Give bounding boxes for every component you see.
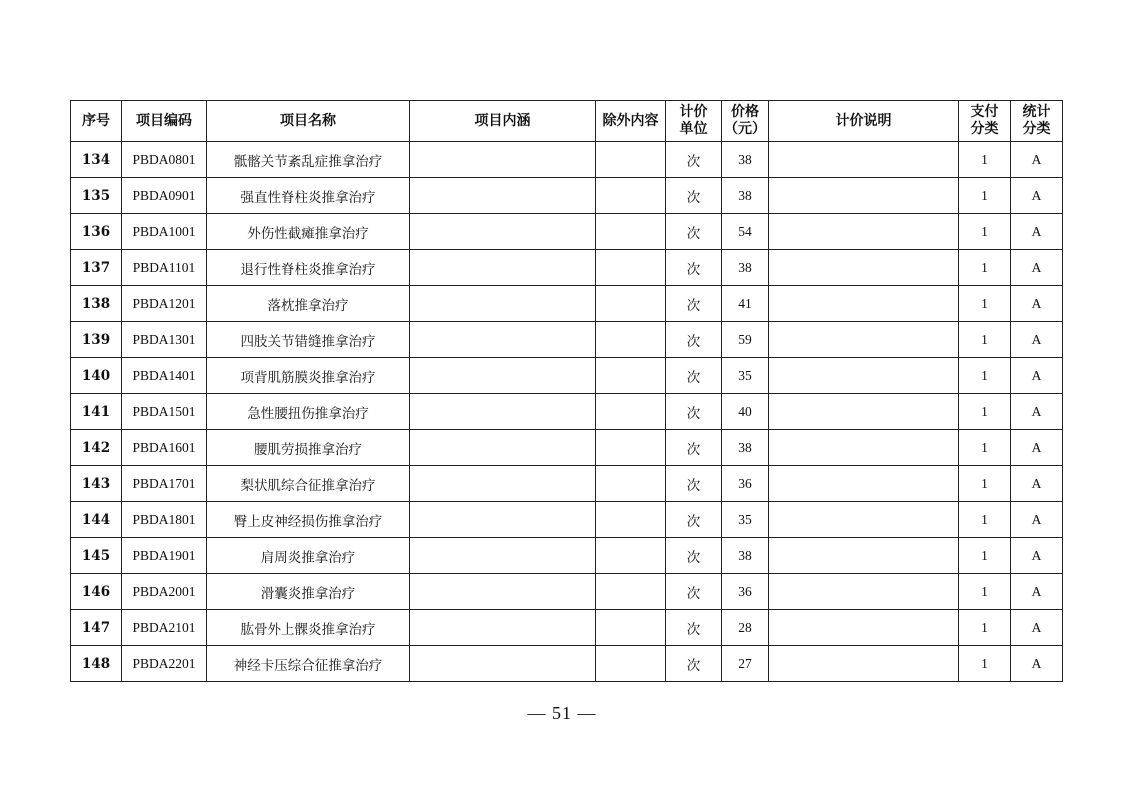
cell-note bbox=[769, 646, 959, 682]
table-row bbox=[71, 430, 1063, 466]
cell-exclusion bbox=[596, 142, 666, 178]
cell-name: 腰肌劳损推拿治疗 bbox=[207, 430, 410, 466]
cell-unit: 次 bbox=[666, 322, 722, 358]
cell-unit: 次 bbox=[666, 178, 722, 214]
cell-stat-category: A bbox=[1011, 322, 1063, 358]
cell-price: 36 bbox=[722, 466, 769, 502]
cell-pay-category: 1 bbox=[959, 322, 1011, 358]
cell-connotation bbox=[410, 502, 596, 538]
cell-seq: 135 bbox=[71, 178, 122, 214]
header-unit-line2: 单位 bbox=[679, 121, 708, 137]
cell-exclusion bbox=[596, 178, 666, 214]
cell-price: 40 bbox=[722, 394, 769, 430]
cell-price: 38 bbox=[722, 178, 769, 214]
cell-stat-category: A bbox=[1011, 610, 1063, 646]
cell-exclusion bbox=[596, 322, 666, 358]
cell-price: 54 bbox=[722, 214, 769, 250]
cell-connotation bbox=[410, 538, 596, 574]
table-row bbox=[71, 178, 1063, 214]
cell-pay-category: 1 bbox=[959, 358, 1011, 394]
cell-connotation bbox=[410, 574, 596, 610]
cell-code: PBDA1001 bbox=[122, 214, 207, 250]
cell-seq: 143 bbox=[71, 466, 122, 502]
cell-name: 强直性脊柱炎推拿治疗 bbox=[207, 178, 410, 214]
cell-code: PBDA1401 bbox=[122, 358, 207, 394]
cell-code: PBDA1901 bbox=[122, 538, 207, 574]
table-row bbox=[71, 142, 1063, 178]
cell-code: PBDA0801 bbox=[122, 142, 207, 178]
header-unit bbox=[666, 101, 722, 142]
cell-unit: 次 bbox=[666, 610, 722, 646]
cell-unit: 次 bbox=[666, 430, 722, 466]
cell-unit: 次 bbox=[666, 142, 722, 178]
cell-stat-category: A bbox=[1011, 286, 1063, 322]
cell-price: 59 bbox=[722, 322, 769, 358]
cell-price: 38 bbox=[722, 142, 769, 178]
cell-name: 骶髂关节紊乱症推拿治疗 bbox=[207, 142, 410, 178]
header-stat-line2: 分类 bbox=[1022, 121, 1051, 137]
header-pay-line2: 分类 bbox=[970, 121, 999, 137]
table-row bbox=[71, 394, 1063, 430]
cell-unit: 次 bbox=[666, 574, 722, 610]
cell-exclusion bbox=[596, 574, 666, 610]
cell-connotation bbox=[410, 322, 596, 358]
cell-connotation bbox=[410, 610, 596, 646]
cell-stat-category: A bbox=[1011, 214, 1063, 250]
table-row bbox=[71, 646, 1063, 682]
table-row bbox=[71, 466, 1063, 502]
cell-pay-category: 1 bbox=[959, 430, 1011, 466]
table-row bbox=[71, 286, 1063, 322]
cell-name: 退行性脊柱炎推拿治疗 bbox=[207, 250, 410, 286]
cell-note bbox=[769, 322, 959, 358]
cell-exclusion bbox=[596, 430, 666, 466]
cell-stat-category: A bbox=[1011, 538, 1063, 574]
cell-connotation bbox=[410, 178, 596, 214]
cell-price: 28 bbox=[722, 610, 769, 646]
cell-connotation bbox=[410, 430, 596, 466]
table-row bbox=[71, 574, 1063, 610]
cell-unit: 次 bbox=[666, 466, 722, 502]
table-row bbox=[71, 538, 1063, 574]
cell-name: 滑囊炎推拿治疗 bbox=[207, 574, 410, 610]
cell-pay-category: 1 bbox=[959, 286, 1011, 322]
cell-seq: 138 bbox=[71, 286, 122, 322]
cell-connotation bbox=[410, 286, 596, 322]
cell-unit: 次 bbox=[666, 502, 722, 538]
cell-exclusion bbox=[596, 466, 666, 502]
cell-connotation bbox=[410, 646, 596, 682]
cell-note bbox=[769, 610, 959, 646]
cell-stat-category: A bbox=[1011, 358, 1063, 394]
cell-pay-category: 1 bbox=[959, 538, 1011, 574]
cell-stat-category: A bbox=[1011, 430, 1063, 466]
cell-connotation bbox=[410, 358, 596, 394]
cell-stat-category: A bbox=[1011, 250, 1063, 286]
cell-exclusion bbox=[596, 214, 666, 250]
cell-code: PBDA1201 bbox=[122, 286, 207, 322]
cell-price: 35 bbox=[722, 502, 769, 538]
cell-unit: 次 bbox=[666, 646, 722, 682]
cell-note bbox=[769, 178, 959, 214]
cell-seq: 141 bbox=[71, 394, 122, 430]
cell-code: PBDA2001 bbox=[122, 574, 207, 610]
cell-exclusion bbox=[596, 610, 666, 646]
cell-note bbox=[769, 502, 959, 538]
cell-name: 肩周炎推拿治疗 bbox=[207, 538, 410, 574]
header-price-line2: （元） bbox=[724, 121, 766, 137]
cell-code: PBDA1601 bbox=[122, 430, 207, 466]
cell-code: PBDA0901 bbox=[122, 178, 207, 214]
cell-stat-category: A bbox=[1011, 502, 1063, 538]
header-name: 项目名称 bbox=[207, 101, 410, 142]
table-row bbox=[71, 322, 1063, 358]
cell-connotation bbox=[410, 250, 596, 286]
cell-name: 四肢关节错缝推拿治疗 bbox=[207, 322, 410, 358]
cell-pay-category: 1 bbox=[959, 610, 1011, 646]
cell-name: 臀上皮神经损伤推拿治疗 bbox=[207, 502, 410, 538]
header-pay-category bbox=[959, 101, 1011, 142]
header-price bbox=[722, 101, 769, 142]
cell-price: 41 bbox=[722, 286, 769, 322]
cell-note bbox=[769, 286, 959, 322]
cell-code: PBDA1701 bbox=[122, 466, 207, 502]
header-seq: 序号 bbox=[71, 101, 122, 142]
cell-name: 肱骨外上髁炎推拿治疗 bbox=[207, 610, 410, 646]
cell-seq: 142 bbox=[71, 430, 122, 466]
cell-exclusion bbox=[596, 502, 666, 538]
cell-stat-category: A bbox=[1011, 394, 1063, 430]
cell-pay-category: 1 bbox=[959, 142, 1011, 178]
header-connotation: 项目内涵 bbox=[410, 101, 596, 142]
cell-note bbox=[769, 466, 959, 502]
cell-stat-category: A bbox=[1011, 646, 1063, 682]
table-header bbox=[71, 101, 1063, 142]
cell-note bbox=[769, 250, 959, 286]
cell-code: PBDA2101 bbox=[122, 610, 207, 646]
cell-exclusion bbox=[596, 646, 666, 682]
cell-seq: 140 bbox=[71, 358, 122, 394]
cell-name: 外伤性截瘫推拿治疗 bbox=[207, 214, 410, 250]
cell-code: PBDA1301 bbox=[122, 322, 207, 358]
cell-unit: 次 bbox=[666, 358, 722, 394]
cell-exclusion bbox=[596, 286, 666, 322]
cell-stat-category: A bbox=[1011, 574, 1063, 610]
cell-seq: 136 bbox=[71, 214, 122, 250]
cell-price: 35 bbox=[722, 358, 769, 394]
cell-unit: 次 bbox=[666, 394, 722, 430]
cell-seq: 134 bbox=[71, 142, 122, 178]
cell-name: 项背肌筋膜炎推拿治疗 bbox=[207, 358, 410, 394]
cell-seq: 146 bbox=[71, 574, 122, 610]
header-pay-line1: 支付 bbox=[970, 104, 999, 120]
cell-seq: 139 bbox=[71, 322, 122, 358]
cell-connotation bbox=[410, 466, 596, 502]
table-row bbox=[71, 214, 1063, 250]
cell-exclusion bbox=[596, 358, 666, 394]
cell-connotation bbox=[410, 142, 596, 178]
cell-pay-category: 1 bbox=[959, 502, 1011, 538]
cell-pay-category: 1 bbox=[959, 394, 1011, 430]
cell-unit: 次 bbox=[666, 538, 722, 574]
cell-exclusion bbox=[596, 538, 666, 574]
cell-name: 神经卡压综合征推拿治疗 bbox=[207, 646, 410, 682]
cell-price: 38 bbox=[722, 538, 769, 574]
cell-seq: 148 bbox=[71, 646, 122, 682]
cell-name: 梨状肌综合征推拿治疗 bbox=[207, 466, 410, 502]
cell-note bbox=[769, 358, 959, 394]
header-note: 计价说明 bbox=[769, 101, 959, 142]
page-number: — 51 — bbox=[527, 703, 597, 723]
price-table bbox=[70, 100, 1063, 682]
table-body bbox=[71, 142, 1063, 682]
cell-name: 急性腰扭伤推拿治疗 bbox=[207, 394, 410, 430]
cell-price: 38 bbox=[722, 250, 769, 286]
header-stat-line1: 统计 bbox=[1022, 104, 1051, 120]
cell-note bbox=[769, 574, 959, 610]
cell-code: PBDA1101 bbox=[122, 250, 207, 286]
cell-note bbox=[769, 214, 959, 250]
cell-exclusion bbox=[596, 250, 666, 286]
cell-seq: 145 bbox=[71, 538, 122, 574]
table-row bbox=[71, 358, 1063, 394]
header-exclusion: 除外内容 bbox=[596, 101, 666, 142]
cell-unit: 次 bbox=[666, 286, 722, 322]
header-row bbox=[71, 101, 1063, 142]
cell-connotation bbox=[410, 394, 596, 430]
header-unit-line1: 计价 bbox=[679, 104, 708, 120]
cell-code: PBDA1501 bbox=[122, 394, 207, 430]
header-price-line1: 价格 bbox=[731, 104, 759, 120]
header-stat-category bbox=[1011, 101, 1063, 142]
cell-pay-category: 1 bbox=[959, 250, 1011, 286]
cell-note bbox=[769, 538, 959, 574]
cell-pay-category: 1 bbox=[959, 574, 1011, 610]
cell-name: 落枕推拿治疗 bbox=[207, 286, 410, 322]
cell-unit: 次 bbox=[666, 214, 722, 250]
cell-connotation bbox=[410, 214, 596, 250]
cell-stat-category: A bbox=[1011, 466, 1063, 502]
cell-seq: 144 bbox=[71, 502, 122, 538]
cell-pay-category: 1 bbox=[959, 466, 1011, 502]
cell-stat-category: A bbox=[1011, 178, 1063, 214]
cell-price: 38 bbox=[722, 430, 769, 466]
cell-price: 27 bbox=[722, 646, 769, 682]
cell-seq: 137 bbox=[71, 250, 122, 286]
cell-pay-category: 1 bbox=[959, 646, 1011, 682]
header-code: 项目编码 bbox=[122, 101, 207, 142]
cell-exclusion bbox=[596, 394, 666, 430]
cell-note bbox=[769, 430, 959, 466]
cell-pay-category: 1 bbox=[959, 178, 1011, 214]
cell-unit: 次 bbox=[666, 250, 722, 286]
cell-seq: 147 bbox=[71, 610, 122, 646]
table-row bbox=[71, 502, 1063, 538]
cell-price: 36 bbox=[722, 574, 769, 610]
cell-stat-category: A bbox=[1011, 142, 1063, 178]
cell-code: PBDA1801 bbox=[122, 502, 207, 538]
cell-note bbox=[769, 394, 959, 430]
table-row bbox=[71, 610, 1063, 646]
cell-code: PBDA2201 bbox=[122, 646, 207, 682]
cell-note bbox=[769, 142, 959, 178]
table-row bbox=[71, 250, 1063, 286]
cell-pay-category: 1 bbox=[959, 214, 1011, 250]
